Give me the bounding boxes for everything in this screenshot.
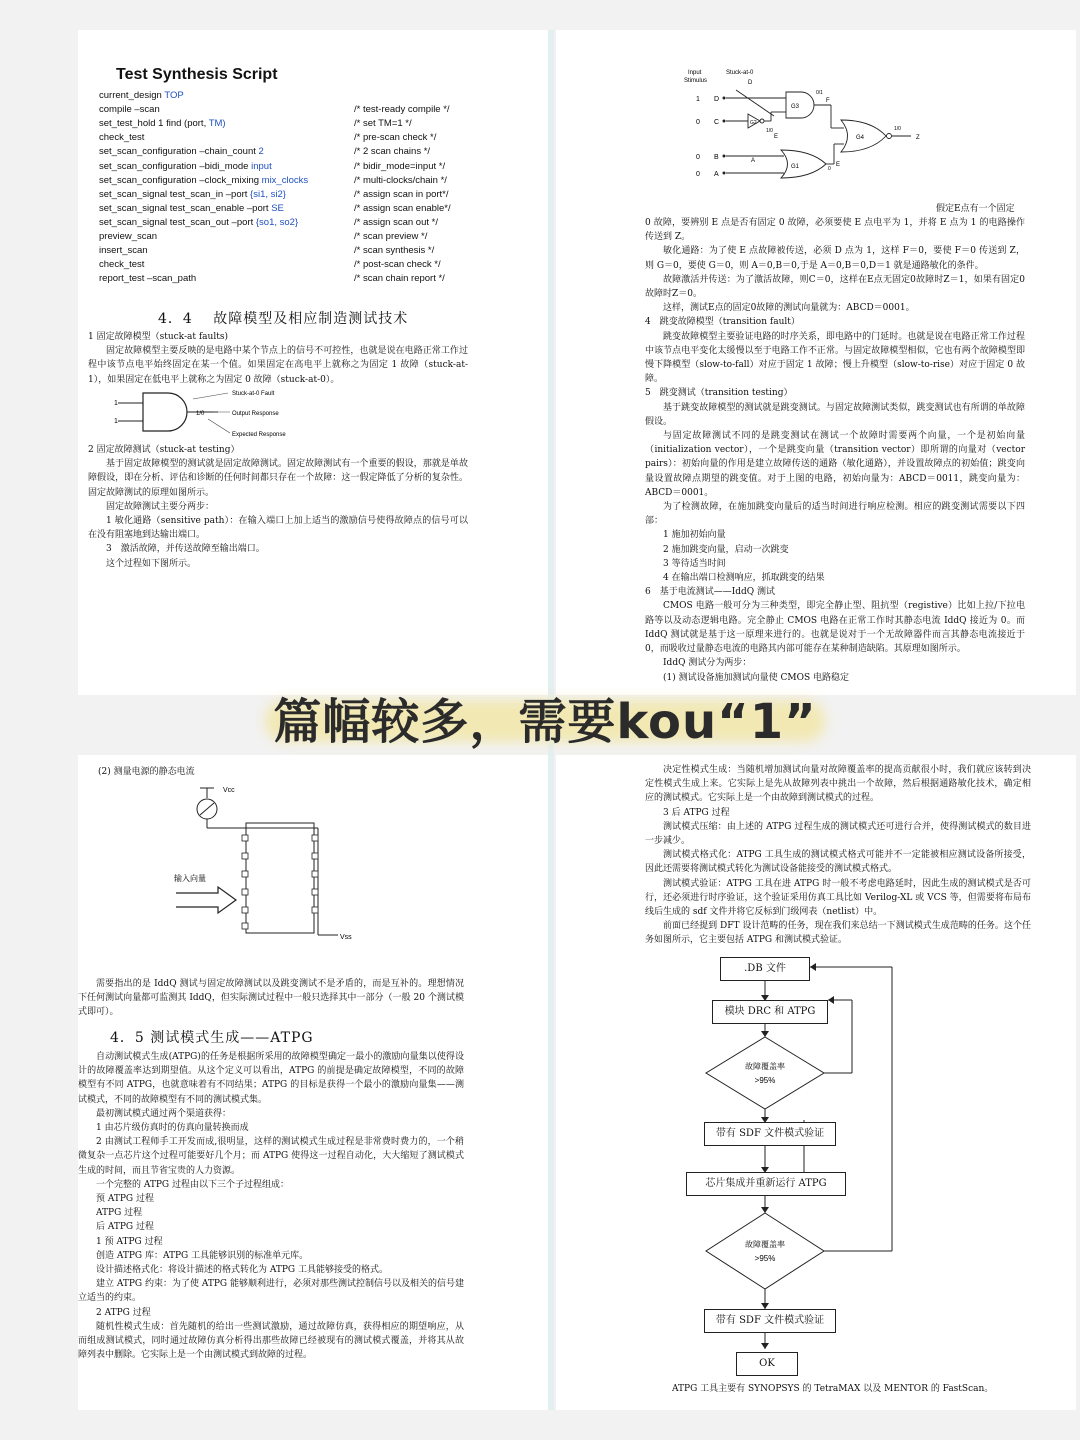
list-item: ATPG 过程 [96,1208,143,1219]
figure-caption: 假定E点有一个固定 [936,204,1015,214]
section-stuck-at-testing [88,443,468,571]
command-comment: /* pre-scan check */ [354,132,437,144]
script-command [99,217,298,228]
promo-banner [265,690,825,754]
command-text: check_test [99,259,145,271]
script-command [99,245,148,256]
script-command [99,161,272,172]
list-item: 预 ATPG 过程 [96,1194,154,1205]
command-comment: /* bidir_mode=input */ [354,160,446,172]
paragraph: 这样，测试E点的固定0故障的测试向量就为：ABCD＝0001。 [663,303,915,314]
command-argument: TM) [208,118,226,130]
command-text: check_test [99,132,145,144]
logic-circuit-figure [676,70,936,200]
gate-g2: G2 [750,120,757,126]
command-text: set_test_hold 1 find (port, [99,118,207,130]
script-title: Test Synthesis Script [116,66,278,83]
list-item: 后 ATPG 过程 [96,1222,154,1233]
script-command [99,104,160,115]
script-command [99,175,308,186]
gate-g3: G3 [791,104,800,110]
node-d-top: D [748,80,753,86]
node-c: C [714,119,720,126]
section-heading-4-4: 4．4 故障模型及相应制造测试技术 [158,311,409,327]
command-comment: /* scan preview */ [354,231,428,242]
section-atpg [78,1050,464,1362]
command-comment: /* assign scan out */ [354,216,438,228]
subsection-title: 5 跳变测试（transition testing） [645,388,793,399]
paragraph: 需要指出的是 IddQ 测试与固定故障测试以及跳变测试不是矛盾的，而是互补的。理想情况下任何测试向量都可监测其 IddQ，但实际测试过程中一般只选择其中一部分（一般 20 个测试模式即可）。 [78,979,464,1018]
paragraph: 最初测试模式通过两个渠道获得： [96,1108,232,1119]
script-command [99,203,284,214]
subsection-title: 2 固定故障测试（stuck-at testing） [88,445,240,455]
script-command [99,189,286,200]
list-item: 2 施加跳变向量，启动一次跳变 [663,544,789,555]
vcc-label: Vcc [223,787,235,794]
command-argument: TOP [164,90,184,101]
script-command [99,259,144,270]
paragraph: 故障激活并传送：为了激活故障，则C＝0，这样在E点无固定0故障时Z＝1，如果有固定0故障时Z＝0。 [645,274,1025,300]
paragraph: 与固定故障测试不同的是跳变测试在测试一个故障时需要两个向量，一个是初始向量（initialization vector），一个是跳变向量（transition vector）即所谓的向量对（vector pairs）：初始向量的作用是建立故障传送的通路（敏化通路），并设置故障点的初始值；跳变向量设置故障点期望的跳变值。对于上图的电路，初始向量为：ABCD＝0011，跳变向量为：ABCD＝0001。 [645,431,1025,498]
list-item: 2 由测试工程师手工开发而成,很明显，这样的测试模式生成过程是非常费时费力的，一个稍微复杂一点芯片这个过程可能要好几个月；而 ATPG 使得这一过程自动化，大大缩短了测试模式生成的时间，而且节省宝贵的人力资源。 [78,1137,464,1176]
decision-1-threshold: >95% [754,1076,776,1085]
decision-1-label: 故障覆盖率 [745,1062,785,1071]
paragraph: 一个完整的 ATPG 过程由以下三个子过程组成： [96,1179,289,1190]
paragraph: 0 故障，要辨别 E 点是否有固定 0 故障，必须要使 E 点电平为 1，并将 E 点为 1 的电路操作传送到 Z。 [645,218,1025,243]
flow-drc-atpg: 模块 DRC 和 ATPG [712,1000,828,1024]
command-text: set_scan_configuration –chain_count [99,146,256,158]
input-value-a: 0 [696,171,700,178]
command-comment: /* assign scan enable*/ [354,202,451,214]
stuck-at-gate-figure [108,385,328,445]
g4-output-value: 1/0 [894,126,901,132]
decision-2-label: 故障覆盖率 [745,1240,785,1249]
input-value-b: 0 [696,154,700,161]
script-command [99,118,226,129]
node-f: F [826,98,830,104]
node-a: A [714,171,719,178]
list-item: 4 在输出端口检测响应，抓取跳变的结果 [663,573,825,584]
command-argument: input [251,160,272,172]
paragraph: 创造 ATPG 库：ATPG 工具能够识别的标准单元库。 [96,1250,309,1261]
paragraph: CMOS 电路一般可分为三种类型，即完全静止型、阻抗型（registive）比如上拉/下拉电路等以及动态逻辑电路。完全静止 CMOS 电路在正常工作时其静态电流 IddQ 接近为 0。而 IddQ 测试就是基于这一原理来进行的。也就是说对于一个无故障器件而言其静态电流接近于 0，而吸收过量静态电流的电路其内部可能存在某种制造缺陷。其原理如图所示。 [645,601,1025,655]
paragraph: 跳变故障模型主要验证电路的时序关系，即电路中的门延时。也就是说在电路正常工作过程中该节点电平变化太缓慢以至于电路工作不正常。与固定故障模型相似，它也有两个故障模型即慢下降模型（slow-to-fall）对应于固定 1 故障；慢上升模型（slow-to-rise）对应于固定 0 故障。 [645,331,1025,385]
command-text: current_design [99,90,162,101]
paragraph: 测试模式验证：ATPG 工具在进 ATPG 时一般不考虑电路延时，因此生成的测试模式是否可行，还必须进行时序验证，这个验证采用仿真工具比如 Verilog-XL 或 VCS 等，但需要将布局布线后生成的 sdf 文件并将它反标到门级网表（netlist）中。 [645,878,1031,918]
command-text: compile –scan [99,104,160,116]
stimulus-label: Stimulus [684,78,708,84]
paragraph: 决定性模式生成：当随机增加测试向量对故障覆盖率的提高贡献很小时，我们就应该转到决定性模式生成上来。它实际上是先从故障列表中挑出一个故障，然后根据通路敏化技术，确定相应的测试模式。它实际上是一个由故障到测试模式的过程。 [645,765,1031,804]
input-value-c: 0 [696,119,700,126]
paragraph: 这个过程如下图所示。 [106,558,197,569]
subsection-title: 1 固定故障模型（stuck-at faults) [88,332,228,342]
subsection-title: 1 预 ATPG 过程 [96,1236,163,1247]
input-label: Input [688,70,702,76]
output-response-label: Output Response [232,411,279,417]
section-stuck-at-model [88,330,468,387]
page-iddq-atpg [78,755,548,1410]
banner-text: 篇幅较多，需要kou“1” [273,694,817,750]
paragraph: 1 敏化通路（sensitive path）：在输入端口上加上适当的激励信号使得故障点的信号可以在没有阻塞地到达输出端口。 [88,516,468,541]
gate-input-1: 1 [114,400,118,407]
iddq-step2: (2) 测量电源的静态电流 [98,767,195,777]
iddq-circuit-figure [168,783,368,953]
command-text: insert_scan [99,245,148,257]
section-transition [645,216,1025,685]
paragraph: 随机性模式生成：首先随机的给出一些测试激励，通过故障仿真，获得相应的期望响应，从而组成测试模式，同时通过故障仿真分析得出那些故障已经被现有的测试模式覆盖，并将其从故障列表中删除。它实际上是一个由测试模式到故障的过程。 [78,1321,464,1361]
node-z: Z [916,135,920,141]
node-a-mid: A [751,158,756,164]
command-text: report_test –scan_path [99,273,197,285]
paragraph: 基于跳变故障模型的测试就是跳变测试。与固定故障测试类似，跳变测试也有所谓的单故障假设。 [645,402,1025,427]
gate-g1: G1 [791,164,800,170]
iddq-note [78,977,464,1020]
node-g: E [836,162,841,168]
list-item: 1 由芯片级仿真时的仿真向量转换而成 [96,1123,249,1134]
paragraph: 建立 ATPG 约束：为了使 ATPG 能够顺利进行，必须对那些测试控制信号以及相关的信号建立适当的约束。 [78,1279,464,1304]
page-fault-models [556,30,1076,695]
command-text: set_scan_signal test_scan_in –port [99,188,248,200]
script-command [99,146,264,157]
atpg-tools-footer: ATPG 工具主要有 SYNOPSYS 的 TetraMAX 以及 MENTOR 的 FastScan。 [672,1384,994,1394]
flow-sdf-verify-1: 带有 SDF 文件模式验证 [704,1122,836,1146]
command-argument: {si1, si2} [250,188,286,200]
command-text: preview_scan [99,231,158,242]
page-atpg-flow [556,755,1076,1410]
subsection-title: 3 后 ATPG 过程 [663,807,730,818]
g3-output-value: 0/1 [816,90,823,96]
page-test-synthesis [78,30,548,695]
flow-db-file: .DB 文件 [720,957,810,981]
node-e: E [774,134,779,140]
paragraph: 固定故障模型主要反映的是电路中某个节点上的信号不可控性，也就是说在电路正常工作过程中该节点电平始终固定在某一个值。如果固定在高电平上就称之为固定 1 故障（stuck-at-1），如果固定在低电平上就称之为固定 0 故障（stuck-at-0）。 [88,346,468,385]
paragraph: 设计描述格式化：将设计描述的格式转化为 ATPG 工具能够接受的格式。 [96,1265,388,1276]
list-item: 1 施加初始向量 [663,530,726,541]
command-comment: /* test-ready compile */ [354,104,450,116]
paragraph: IddQ 测试分为两步： [663,658,752,669]
gate-input-2: 1 [114,418,118,425]
command-comment: /* 2 scan chains */ [354,146,431,158]
paragraph: 测试模式压缩：由上述的 ATPG 过程生成的测试模式还可进行合并，使得测试模式的数目进一步减少。 [645,821,1031,847]
flow-chip-integration: 芯片集成并重新运行 ATPG [686,1172,846,1196]
script-command [99,90,184,101]
section-heading-4-5: 4．5 测试模式生成——ATPG [110,1030,314,1046]
g1-output-value: 0 [828,166,831,172]
node-b: B [714,154,719,161]
stuck-at-0-label: Stuck-at-0 Fault [232,391,275,397]
subsection-title: 6 基于电流测试——IddQ 测试 [645,587,776,598]
paragraph: 固定故障测试主要分两步： [106,501,215,512]
command-argument: 2 [258,146,264,158]
script-command [99,132,144,143]
paragraph: 测试模式格式化：ATPG 工具生成的测试模式格式可能并不一定能被相应测试设备所接受，因此还需要将测试模式转化为测试设备能接受的测试模式格式。 [645,850,1031,875]
paragraph: (1) 测试设备施加测试向量使 CMOS 电路稳定 [663,672,849,683]
expected-response-label: Expected Response [232,432,286,438]
command-comment: /* scan chain report */ [354,273,445,285]
command-comment: /* set TM=1 */ [354,118,412,130]
command-comment: /* scan synthesis */ [354,245,435,257]
command-text: set_scan_signal test_scan_enable –port [99,202,269,214]
paragraph: 基于固定故障模型的测试就是固定故障测试。固定故障测试有一个重要的假设，那就是单故障假设，即在分析、评估和诊断的任何时间都只存在一个故障：这一假定降低了分析的复杂性。固定故障测试的原理如图所示。 [88,459,468,498]
flow-ok: OK [736,1352,798,1376]
subsection-title: 4 跳变故障模型（transition fault） [645,317,800,328]
gate-output-value: 1/0 [196,411,205,417]
input-vector-label: 输入向量 [174,874,206,883]
flow-sdf-verify-2: 带有 SDF 文件模式验证 [704,1309,836,1333]
command-text: set_scan_configuration –bidi_mode [99,160,249,172]
paragraph: 自动测试模式生成(ATPG)的任务是根据所采用的故障模型确定一最小的激励向量集以使得设计的故障覆盖率达到期望值。从这个定义可以看出，ATPG 的前提是确定故障模型，不同的故障模型有不同 ATPG，也就意味着有不同结果；ATPG 的目标是获得一个最小的激励向量集——测试模式，不同的故障模型有不同的测试模式集。 [78,1052,464,1105]
script-command [99,273,196,284]
vss-label: Vss [340,934,352,941]
paragraph: 为了检测故障，在施加跳变向量后的适当时间进行响应检测。相应的跳变测试需要以下四部： [645,502,1025,527]
subsection-title: 2 ATPG 过程 [96,1307,151,1318]
command-comment: /* assign scan in port*/ [354,188,449,200]
node-e-value: 1/0 [766,128,773,134]
command-text: set_scan_configuration –clock_mixing [99,174,260,186]
command-text: set_scan_signal test_scan_out –port [99,216,254,228]
command-argument: mix_clocks [261,174,309,186]
node-d: D [714,96,720,103]
input-value-d: 1 [696,96,700,103]
command-comment: /* post-scan check */ [354,259,441,271]
decision-2-threshold: >95% [754,1254,776,1263]
paragraph: 3 激活故障，并传送故障至输出端口。 [106,544,265,555]
gate-g4: G4 [856,135,865,141]
script-command [99,231,157,242]
stuck-at-0-label: Stuck-at-0 [726,70,754,76]
command-argument: SE [271,202,284,214]
paragraph: 前面已经提到 DFT 设计范畴的任务，现在我们来总结一下测试模式生成范畴的任务。这个任务如图所示，它主要包括 ATPG 和测试模式验证。 [645,921,1031,946]
paragraph: 敏化通路：为了使 E 点故障被传送，必须 D 点为 1，这样 F＝0，要使 F＝0 传送到 Z，则 G＝0，要使 G＝0，则 A＝0,B＝0,于是 A＝0,B＝0,D＝1 就是通路敏化的条件。 [645,246,1025,271]
command-argument: {so1, so2} [255,216,299,228]
list-item: 3 等待适当时间 [663,558,726,569]
command-comment: /* multi-clocks/chain */ [354,174,447,186]
